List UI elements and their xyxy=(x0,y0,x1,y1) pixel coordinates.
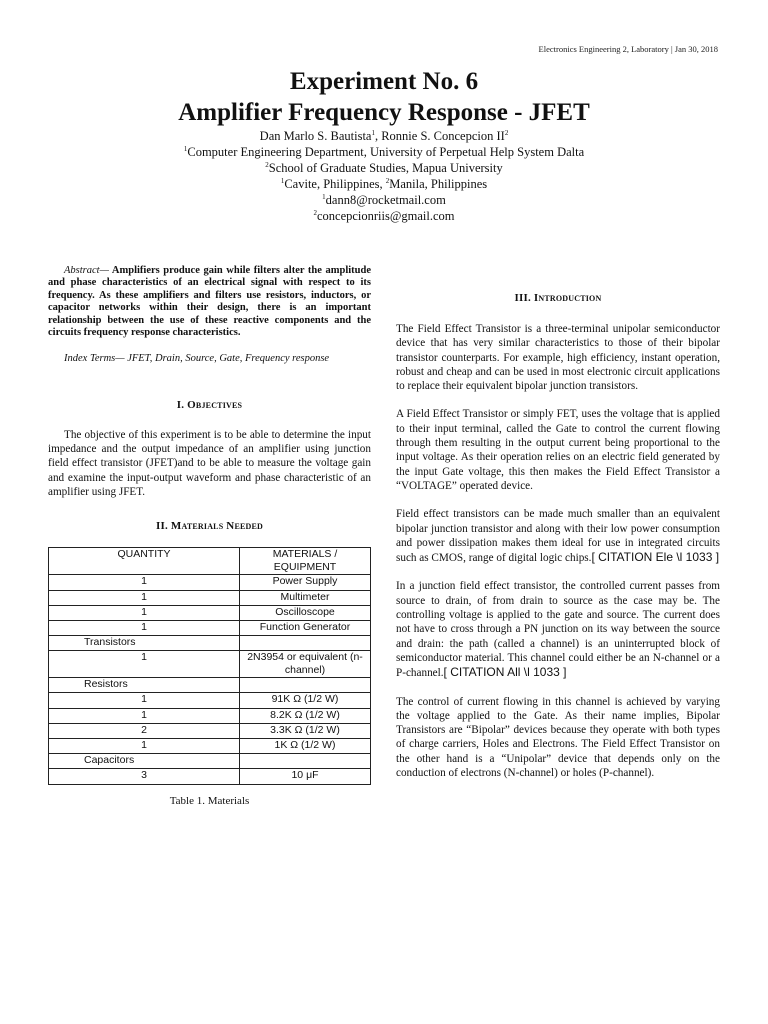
email-2-sup: 2 xyxy=(313,208,317,217)
abstract xyxy=(48,265,371,339)
intro-paragraph-3 xyxy=(396,507,720,565)
materials-num: II. xyxy=(155,520,171,533)
index-terms: Index Terms— JFET, Drain, Source, Gate, Frequency response xyxy=(64,353,330,365)
introduction-heading xyxy=(396,292,720,304)
intro-paragraph-3-text: Field effect transistors can be made much smaller than an equivalent bipolar junction transistor and along with their low power consumption and power dissipation makes them ideal for use in integrated circuits such as CMOS, range of digital logic chips. xyxy=(396,508,720,565)
table-cell-quantity: 1 xyxy=(49,575,240,590)
affiliation-1 xyxy=(0,144,768,160)
table-row xyxy=(49,693,371,708)
running-header: Electronics Engineering 2, Laboratory | Jan 30, 2018 xyxy=(538,44,718,54)
table-row xyxy=(49,754,371,769)
left-column xyxy=(48,265,371,807)
citation-ele[interactable]: [ CITATION Ele \l 1033 ] xyxy=(591,550,720,565)
table-cell-quantity: 1 xyxy=(49,651,240,678)
table-row xyxy=(49,590,371,605)
introduction-title: Introduction xyxy=(533,292,602,304)
location-1-sup: 1 xyxy=(280,176,285,185)
author-2: , Ronnie S. Concepcion II xyxy=(374,129,505,143)
table-cell-quantity: 3 xyxy=(49,769,240,784)
introduction-num: III. xyxy=(514,292,534,304)
objectives-text: The objective of this experiment is to be able to determine the input impedance and the output impedance of an amplifier using junction field effect transistor (JFET)and to be able to measure the voltage gain and examine the input-output waveform and phase characteristic of an amplifier using JFET. xyxy=(48,428,371,499)
intro-paragraph-2: A Field Effect Transistor or simply FET, uses the voltage that is applied to their input terminal, called the Gate to control the current flowing through them resulting in the output current being proportional to the input voltage. As their operation relies on an electric field generated by the input Gate voltage, this then makes the Field Effect Transistor a “VOLTAGE” operated device. xyxy=(396,408,720,492)
table-row xyxy=(49,708,371,723)
locations xyxy=(0,176,768,192)
abstract-lead: Abstract— xyxy=(64,265,109,276)
table-row xyxy=(49,678,371,693)
email-1-sup: 1 xyxy=(322,192,326,201)
experiment-number: Experiment No. 6 xyxy=(289,68,479,95)
objectives-heading xyxy=(48,399,371,411)
table-cell-material xyxy=(240,754,371,769)
table-row xyxy=(49,605,371,620)
objectives-title: Objectives xyxy=(187,398,243,411)
citation-all[interactable]: [ CITATION All \l 1033 ] xyxy=(443,665,567,680)
table-cell-material: 10 μF xyxy=(240,769,371,784)
affiliation-2 xyxy=(0,160,768,176)
materials-heading xyxy=(48,520,371,532)
table-cell-material: 3.3K Ω (1/2 W) xyxy=(240,723,371,738)
table-cell-quantity: 1 xyxy=(49,693,240,708)
intro-paragraph-5: The control of current flowing in this channel is achieved by varying the voltage applied to the Gate. As their name implies, Bipolar Transistors are “Bipolar” devices because they operate with both types of charge carriers, Holes and Electrons. The Field Effect Transistor on the other hand is a “Unipolar” device that depends only on the conduction of electrons (N-channel) or holes (P-channel). xyxy=(396,695,720,780)
table-cell-material: 1K Ω (1/2 W) xyxy=(240,739,371,754)
table-cell-quantity: 1 xyxy=(49,708,240,723)
table-group-label: Capacitors xyxy=(49,754,240,769)
objectives-num: I. xyxy=(176,398,188,411)
table-row xyxy=(49,620,371,635)
table-cell-material: Function Generator xyxy=(240,620,371,635)
table-cell-quantity: 1 xyxy=(49,620,240,635)
intro-paragraph-1: The Field Effect Transistor is a three-terminal unipolar semiconductor device that has very similar characteristics to those of their bipolar transistor counterparts. For example, high efficiency, instant operation, robust and cheap and can be used in most electronic circuit applications to replace their equivalent bipolar junction transistors. xyxy=(396,323,720,393)
paper-title: Amplifier Frequency Response - JFET xyxy=(178,99,590,126)
table-caption: Table 1. Materials xyxy=(169,794,250,807)
table-header-row xyxy=(49,548,371,575)
table-row xyxy=(49,739,371,754)
location-2-sup: 2 xyxy=(385,176,390,185)
table-cell-quantity: 1 xyxy=(49,739,240,754)
col-materials-header: MATERIALS / EQUIPMENT xyxy=(240,548,371,575)
table-cell-quantity: 1 xyxy=(49,605,240,620)
right-column xyxy=(396,265,720,780)
author-1: Dan Marlo S. Bautista xyxy=(259,129,372,143)
materials-table xyxy=(48,547,371,784)
affiliation-2-text: School of Graduate Studies, Mapua University xyxy=(268,161,503,175)
email-1 xyxy=(0,192,768,208)
table-row xyxy=(49,723,371,738)
email-2-text[interactable]: concepcionriis@gmail.com xyxy=(316,209,455,223)
affiliation-2-sup: 2 xyxy=(265,160,269,169)
affiliation-1-sup: 1 xyxy=(183,144,188,153)
intro-paragraph-4 xyxy=(396,579,720,680)
affiliation-1-text: Computer Engineering Department, University of Perpetual Help System Dalta xyxy=(187,145,585,159)
table-cell-material xyxy=(240,636,371,651)
table-group-label: Transistors xyxy=(49,636,240,651)
author-2-sup: 2 xyxy=(504,128,509,137)
title-block xyxy=(0,66,768,224)
author-1-sup: 1 xyxy=(371,128,375,137)
email-1-text[interactable]: dann8@rocketmail.com xyxy=(325,193,446,207)
table-group-label: Resistors xyxy=(49,678,240,693)
table-cell-material xyxy=(240,678,371,693)
intro-paragraph-4-text: In a junction field effect transistor, the controlled current passes from source to drain, of from drain to source as the case may be. The controlling voltage is applied to the gate and source. The current does not have to cross through a PN junction on its way between the source and drain: the path (called a channel) is an uninterrupted block of semiconductor material. This channel could either be an N-channel or a P-channel. xyxy=(396,580,720,680)
table-cell-material: 8.2K Ω (1/2 W) xyxy=(240,708,371,723)
table-cell-quantity: 1 xyxy=(49,590,240,605)
table-cell-quantity: 2 xyxy=(49,723,240,738)
table-row xyxy=(49,575,371,590)
location-2: Manila, Philippines xyxy=(389,177,488,191)
table-cell-material: Oscilloscope xyxy=(240,605,371,620)
table-row xyxy=(49,636,371,651)
table-row xyxy=(49,769,371,784)
table-cell-material: 91K Ω (1/2 W) xyxy=(240,693,371,708)
table-row xyxy=(49,651,371,678)
author-names xyxy=(0,128,768,144)
email-2 xyxy=(0,208,768,224)
table-cell-material: Multimeter xyxy=(240,590,371,605)
abstract-body: Amplifiers produce gain while filters alter the amplitude and phase characteristics of an electrical signal with respect to its frequency. As these amplifiers and filters use resistors, inductors, or capacitor networks within their design, there is an important relationship between the use of these reactive components and the circuits frequency response characteristics. xyxy=(48,265,371,339)
table-cell-material: Power Supply xyxy=(240,575,371,590)
col-quantity-header: QUANTITY xyxy=(49,548,240,575)
materials-title: Materials Needed xyxy=(170,520,264,533)
table-cell-material: 2N3954 or equivalent (n-channel) xyxy=(240,651,371,678)
location-1: Cavite, Philippines, xyxy=(284,177,386,191)
